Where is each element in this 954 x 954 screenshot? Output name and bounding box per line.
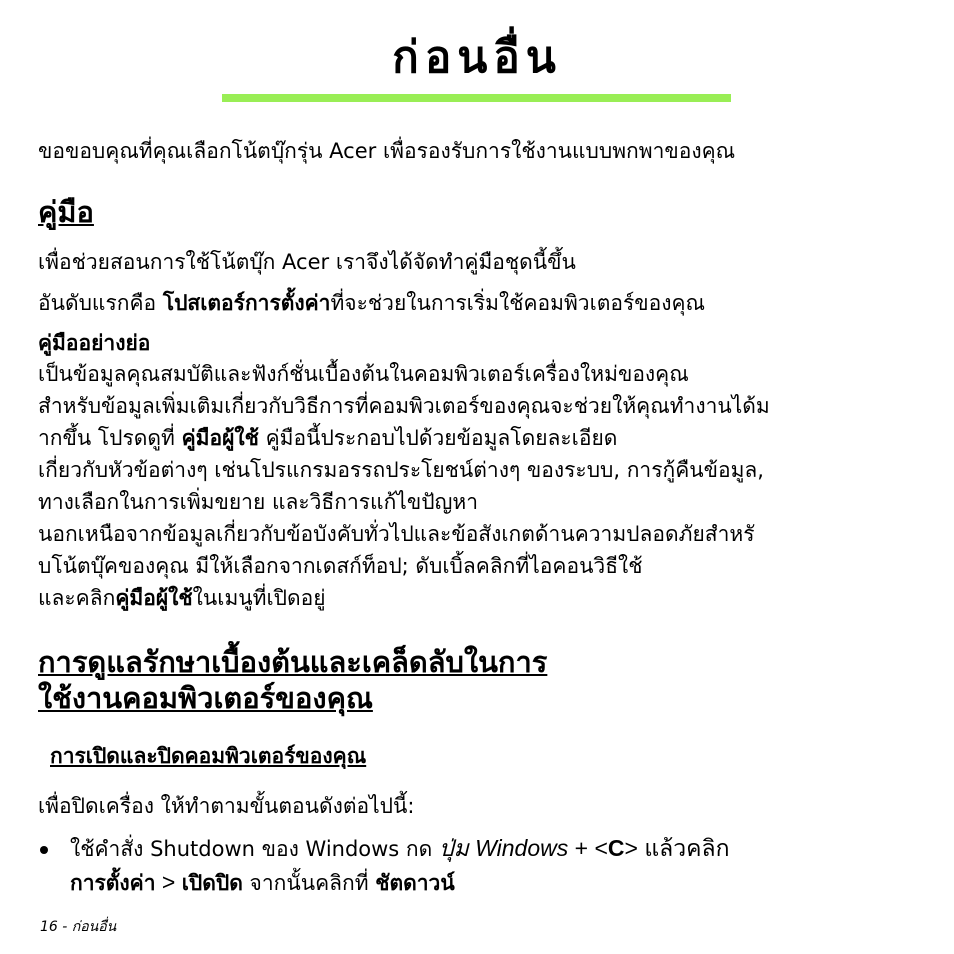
guide-paragraph xyxy=(38,358,770,614)
para-line-7-suffix: ในเมนูที่เปิดอยู่ xyxy=(192,586,326,610)
para-line-7-prefix: และคลิก xyxy=(38,586,116,610)
title-underline-bar xyxy=(222,94,731,102)
intro-text: ขอขอบคุณที่คุณเลือกโน้ตบุ๊กรุ่น Acer เพื่อรองรับการใช้งานแบบพกพาของคุณ xyxy=(38,139,736,163)
quick-guide-text: เป็นข้อมูลคุณสมบัติและฟังก์ชั่นเบื้องต้นในคอมพิวเตอร์เครื่องใหม่ของคุณ xyxy=(38,362,689,386)
para-line: บโน้ตบุ๊คของคุณ มีให้เลือกจากเดสก์ท็อป; ดับเบิ้ลคลิกที่ไอคอนวิธีใช้ xyxy=(38,554,643,578)
care-heading-line-2: ใช้งานคอมพิวเตอร์ของคุณ xyxy=(38,681,373,715)
bullet-mid-text: จากนั้นคลิกที่ xyxy=(242,871,376,895)
bullet-part-2: + < xyxy=(568,835,608,861)
guides-line-2-suffix: ที่จะช่วยในการเริ่มใช้คอมพิวเตอร์ของคุณ xyxy=(330,291,706,315)
para-line-2-prefix: ากขึ้น โปรดดูที่ xyxy=(38,426,182,450)
para-line: นอกเหนือจากข้อมูลเกี่ยวกับข้อบังคับทั่วไปและข้อสังเกตด้านความปลอดภัยสำหรั xyxy=(38,522,755,546)
bullet-line-1 xyxy=(70,832,730,866)
para-line-2-suffix: คู่มือนี้ประกอบไปด้วยข้อมูลโดยละเอียด xyxy=(258,426,618,450)
para-line xyxy=(38,582,770,614)
c-key-label: C xyxy=(607,835,625,861)
guides-line-2-prefix: อันดับแรกคือ xyxy=(38,291,163,315)
guides-line-2 xyxy=(38,287,705,319)
page-footer: 16 - ก่อนอื่น xyxy=(40,919,117,935)
user-guide-label: คู่มือผู้ใช้ xyxy=(115,586,193,610)
shutdown-label: ชัตดาวน์ xyxy=(375,871,455,895)
page-title: ก่อนอื่น xyxy=(392,32,562,83)
onoff-heading: การเปิดและปิดคอมพิวเตอร์ของคุณ xyxy=(50,744,367,768)
para-line: ทางเลือกในการเพิ่มขยาย และวิธีการแก้ไขปัญหา xyxy=(38,490,479,514)
setup-poster-label: โปสเตอร์การตั้งค่า xyxy=(162,291,331,315)
guides-line-1: เพื่อช่วยสอนการใช้โน้ตบุ๊ก Acer เราจึงได้จัดทำคู่มือชุดนี้ขึ้น xyxy=(38,250,576,274)
user-guide-label: คู่มือผู้ใช้ xyxy=(181,426,259,450)
para-line xyxy=(38,422,770,454)
para-line: สำหรับข้อมูลเพิ่มเติมเกี่ยวกับวิธีการที่คอมพิวเตอร์ของคุณจะช่วยให้คุณทำงานได้ม xyxy=(38,394,770,418)
bullet-part-1: ใช้คำสั่ง Shutdown ของ Windows กด xyxy=(70,837,439,861)
bullet-part-3: > แล้วคลิก xyxy=(624,835,730,861)
power-label: เปิดปิด xyxy=(181,871,243,895)
bullet-line-2 xyxy=(70,866,730,900)
bullet-item xyxy=(70,832,730,900)
quick-guide-heading: คู่มืออย่างย่อ xyxy=(38,331,151,355)
guides-heading: คู่มือ xyxy=(38,195,94,229)
bullet-icon xyxy=(40,846,48,854)
care-heading-line-1: การดูแลรักษาเบื้องต้นและเคล็ดลับในการ xyxy=(38,645,548,679)
windows-key-label: ปุ่ม Windows xyxy=(438,835,569,861)
para-line: เกี่ยวกับหัวข้อต่างๆ เช่นโปรแกรมอรรถประโยชน์ต่างๆ ของระบบ, การกู้คืนข้อมูล, xyxy=(38,458,764,482)
settings-label: การตั้งค่า xyxy=(70,871,156,895)
shutdown-intro: เพื่อปิดเครื่อง ให้ทำตามขั้นตอนดังต่อไปนี้: xyxy=(38,794,415,818)
bullet-separator: > xyxy=(155,869,182,895)
